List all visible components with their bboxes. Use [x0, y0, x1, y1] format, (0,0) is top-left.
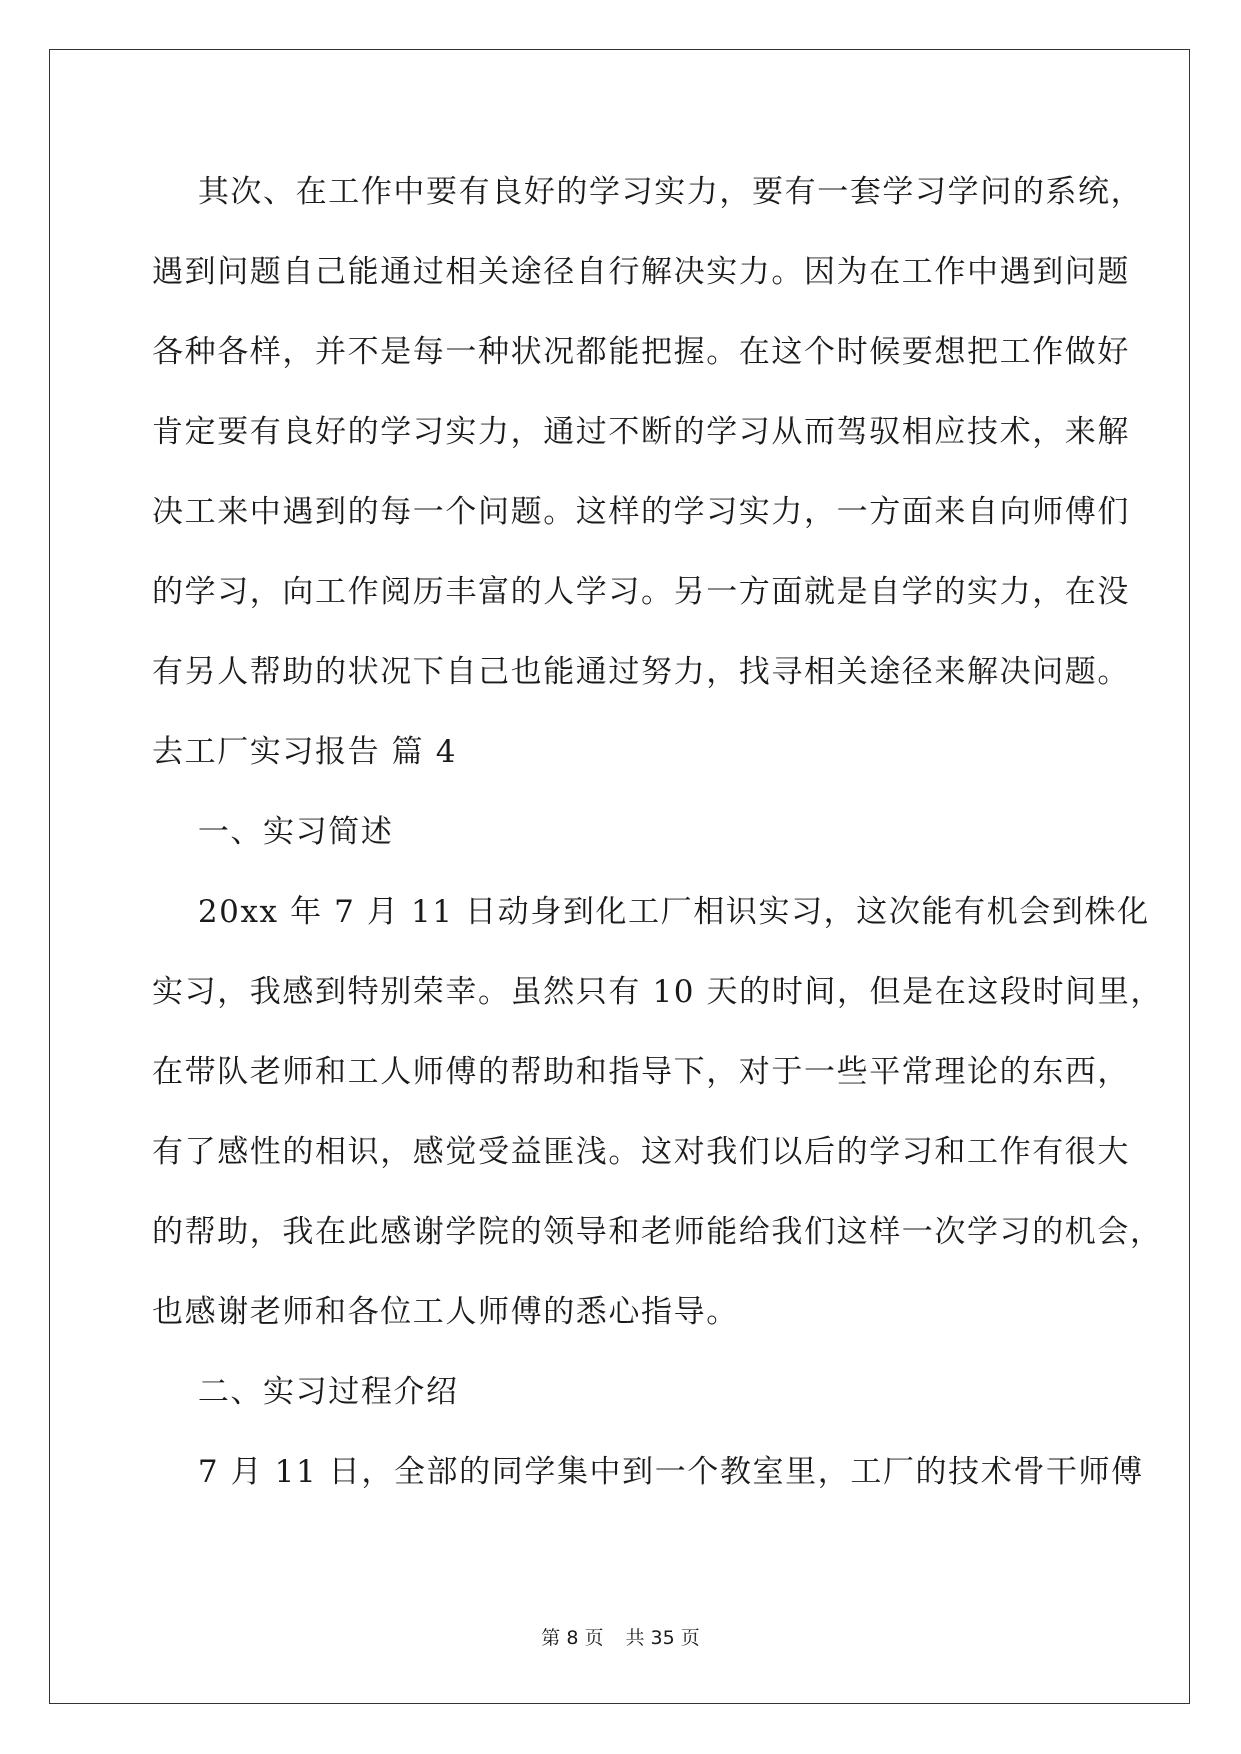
- section-heading: 去工厂实习报告 篇 4: [152, 734, 458, 770]
- text-line: 的帮助，我在此感谢学院的领导和老师能给我们这样一次学习的机会，: [152, 1214, 1163, 1250]
- text-line: 有另人帮助的状况下自己也能通过努力，找寻相关途径来解决问题。: [152, 654, 1130, 690]
- text-line: 其次、在工作中要有良好的学习实力，要有一套学习学问的系统，: [152, 174, 1144, 210]
- text-line: 在带队老师和工人师傅的帮助和指导下，对于一些平常理论的东西，: [152, 1054, 1130, 1090]
- text-line: 遇到问题自己能通过相关途径自行解决实力。因为在工作中遇到问题: [152, 254, 1130, 290]
- text-line: 实习，我感到特别荣幸。虽然只有 10 天的时间，但是在这段时间里，: [152, 974, 1163, 1010]
- subsection-heading: 二、实习过程介绍: [152, 1374, 459, 1410]
- page-total: 共 35 页: [625, 1627, 700, 1649]
- text-line: 的学习，向工作阅历丰富的人学习。另一方面就是自学的实力，在没: [152, 574, 1130, 610]
- text-line: 20xx 年 7 月 11 日动身到化工厂相识实习，这次能有机会到株化: [152, 894, 1150, 930]
- page-number: 第 8 页: [541, 1627, 604, 1649]
- text-line: 各种各样，并不是每一种状况都能把握。在这个时候要想把工作做好: [152, 334, 1130, 370]
- subsection-heading: 一、实习简述: [152, 814, 394, 850]
- page-footer: [0, 1626, 1241, 1650]
- text-line: 决工来中遇到的每一个问题。这样的学习实力，一方面来自向师傅们: [152, 494, 1130, 530]
- text-line: 肯定要有良好的学习实力，通过不断的学习从而驾驭相应技术，来解: [152, 414, 1130, 450]
- text-line: 7 月 11 日，全部的同学集中到一个教室里，工厂的技术骨干师傅: [152, 1454, 1144, 1490]
- text-line: 也感谢老师和各位工人师傅的悉心指导。: [152, 1294, 739, 1330]
- text-line: 有了感性的相识，感觉受益匪浅。这对我们以后的学习和工作有很大: [152, 1134, 1130, 1170]
